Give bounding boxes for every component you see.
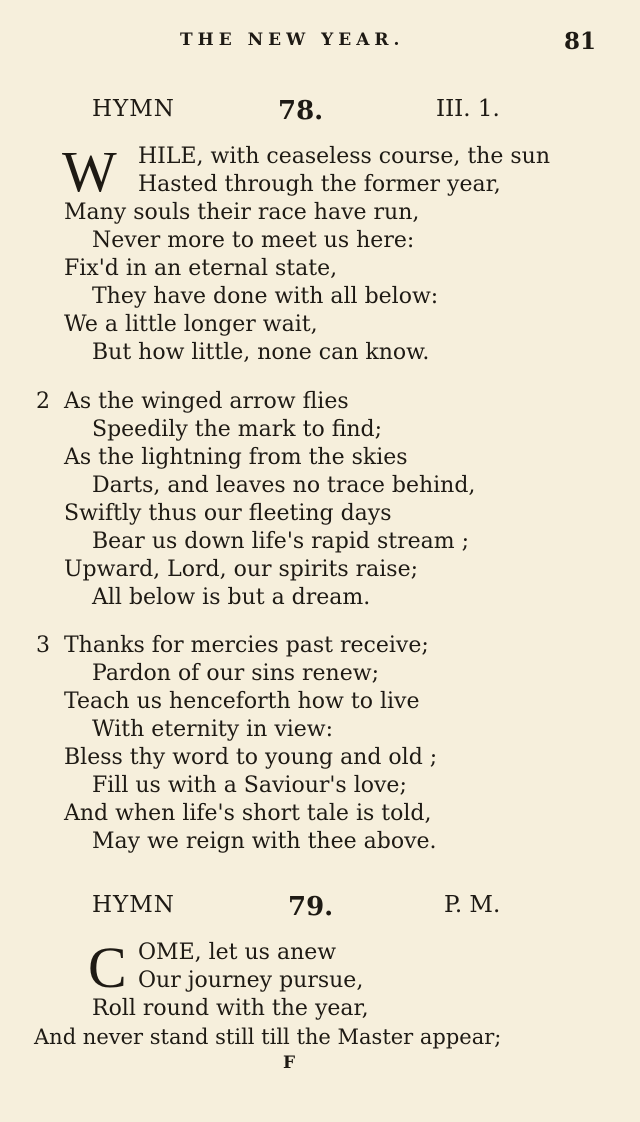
running-head xyxy=(0,28,640,55)
page-number: 81 xyxy=(563,28,596,55)
verse-line: Bless thy word to young and old ; xyxy=(64,745,438,770)
verse-line: May we reign with thee above. xyxy=(92,829,437,854)
verse-line: OME, let us anew xyxy=(138,940,337,965)
verse-line: Teach us henceforth how to live xyxy=(64,689,420,714)
verse-line: Upward, Lord, our spirits raise; xyxy=(64,557,418,582)
hymn-79-header xyxy=(0,892,640,924)
verse-line: Darts, and leaves no trace behind, xyxy=(92,473,476,498)
verse-line: Fill us with a Saviour's love; xyxy=(92,773,407,798)
verse-line: With eternity in view: xyxy=(92,717,334,742)
hymn-meter: P. M. xyxy=(444,892,501,918)
stanza-number: 3 xyxy=(36,633,50,658)
stanza-number: 2 xyxy=(36,389,50,414)
drop-cap: C xyxy=(88,935,127,1000)
hymn-meter: III. 1. xyxy=(436,96,500,122)
verse-line: Roll round with the year, xyxy=(92,996,369,1021)
verse-line: As the lightning from the skies xyxy=(64,445,408,470)
drop-cap: W xyxy=(62,139,117,204)
verse-line: Never more to meet us here: xyxy=(92,228,415,253)
verse-line: Thanks for mercies past receive; xyxy=(64,633,429,658)
signature-mark: F xyxy=(283,1053,296,1073)
verse-line: All below is but a dream. xyxy=(92,585,371,610)
hymn-number: 79. xyxy=(288,892,334,922)
verse-line: Pardon of our sins renew; xyxy=(92,661,379,686)
running-title: THE NEW YEAR. xyxy=(180,30,405,50)
verse-line: But how little, none can know. xyxy=(92,340,430,365)
verse-line: They have done with all below: xyxy=(92,284,439,309)
hymn-number: 78. xyxy=(278,96,324,126)
verse-line: And never stand still till the Master appear; xyxy=(34,1025,502,1049)
verse-line: Fix'd in an eternal state, xyxy=(64,256,338,281)
verse-line: Speedily the mark to find; xyxy=(92,417,383,442)
verse-line: We a little longer wait, xyxy=(64,312,318,337)
verse-line: Swiftly thus our fleeting days xyxy=(64,501,392,526)
verse-line: As the winged arrow flies xyxy=(64,389,349,414)
verse-line: And when life's short tale is told, xyxy=(64,801,432,826)
hymn-label: HYMN xyxy=(92,96,175,122)
verse-line: Many souls their race have run, xyxy=(64,200,420,225)
verse-line: Hasted through the former year, xyxy=(138,172,501,197)
verse-line: HILE, with ceaseless course, the sun xyxy=(138,144,550,169)
verse-line: Bear us down life's rapid stream ; xyxy=(92,529,470,554)
verse-line: Our journey pursue, xyxy=(138,968,364,993)
hymn-label: HYMN xyxy=(92,892,175,918)
hymn-78-header xyxy=(0,96,640,128)
